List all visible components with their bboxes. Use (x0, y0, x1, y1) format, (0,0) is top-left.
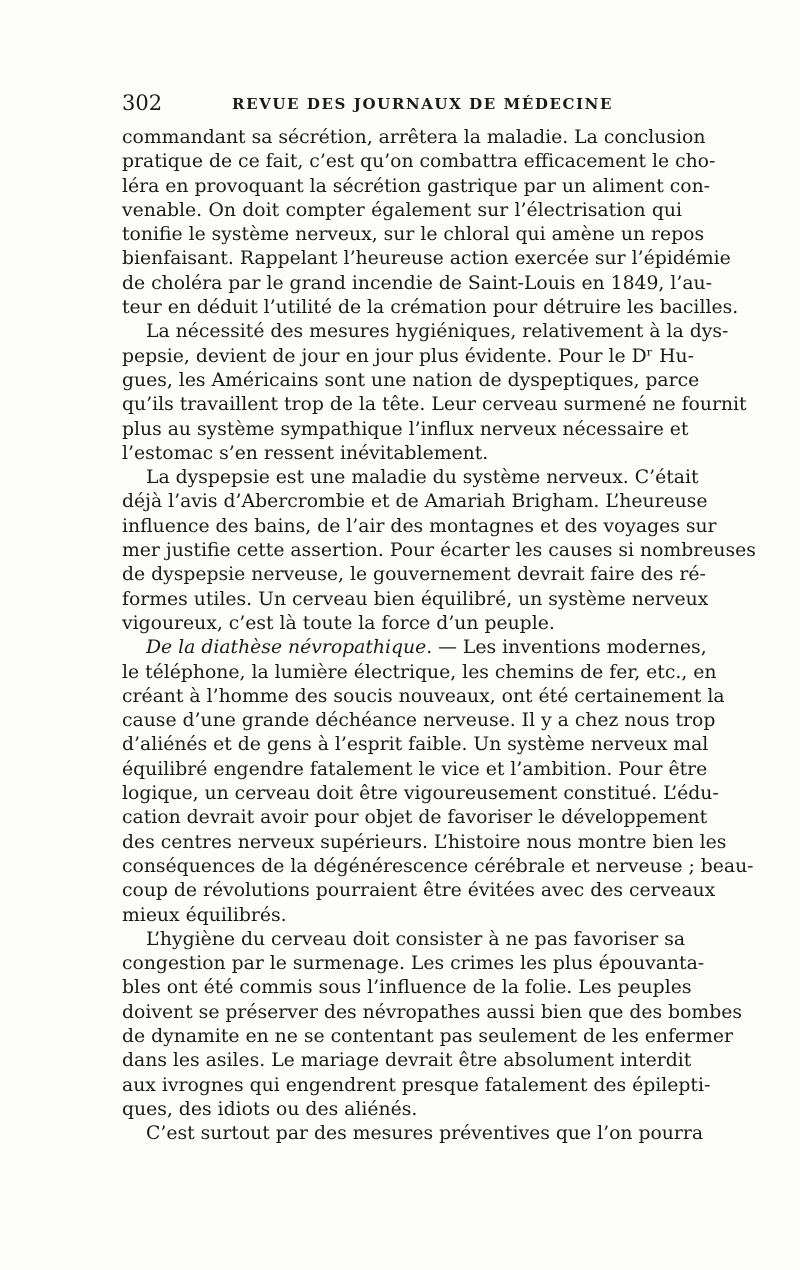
text-line: dans les asiles. Le mariage devrait être absolument interdit (122, 1050, 692, 1072)
text-line: pepsie, devient de jour en jour plus évidente. Pour le Dʳ Hu- (122, 345, 694, 367)
text-line: cation devrait avoir pour objet de favoriser le développement (122, 807, 708, 829)
text-line: ques, des idiots ou des aliénés. (122, 1098, 418, 1120)
text-line: influence des bains, de l’air des montagnes et des voyages sur (122, 515, 717, 537)
running-head: REVUE DES JOURNAUX DE MÉDECINE (232, 95, 614, 113)
text-line: aux ivrognes qui engendrent presque fatalement des épilepti- (122, 1074, 711, 1096)
section-heading-italic: De la diathèse névropathique. (146, 637, 433, 659)
paragraph (122, 928, 742, 1122)
text-line: formes utiles. Un cerveau bien équilibré, un système nerveux (122, 588, 709, 610)
text-line: de choléra par le grand incendie de Saint-Louis en 1849, l’au- (122, 272, 712, 294)
text-line: congestion par le surmenage. Les crimes les plus épouvanta- (122, 953, 705, 975)
text-line: de dyspepsie nerveuse, le gouvernement devrait faire des ré- (122, 564, 706, 586)
text-line: coup de révolutions pourraient être évitées avec des cerveaux (122, 880, 716, 902)
text-line: La dyspepsie est une maladie du système nerveux. C’était (146, 467, 699, 489)
text-line: La nécessité des mesures hygiéniques, relativement à la dys- (146, 321, 729, 343)
text-line: léra en provoquant la sécrétion gastrique par un aliment con- (122, 175, 711, 197)
text-line: commandant sa sécrétion, arrêtera la maladie. La conclusion (122, 127, 706, 148)
text-line (122, 636, 707, 660)
page-header (122, 88, 682, 118)
text-line: gues, les Américains sont une nation de dyspeptiques, parce (122, 369, 700, 391)
text-line: qu’ils travaillent trop de la tête. Leur cerveau surmené ne fournit (122, 394, 747, 416)
text-line: des centres nerveux supérieurs. L’histoire nous montre bien les (122, 831, 727, 853)
text-line: bles ont été commis sous l’influence de la folie. Les peuples (122, 977, 692, 999)
page-number: 302 (122, 91, 163, 115)
text-line: L’hygiène du cerveau doit consister à ne pas favoriser sa (146, 928, 686, 950)
text-line: teur en déduit l’utilité de la crémation pour détruire les bacilles. (122, 297, 739, 319)
text-line: mieux équilibrés. (122, 904, 287, 926)
text-line: bienfaisant. Rappelant l’heureuse action exercée sur l’épidémie (122, 248, 731, 270)
text-line: logique, un cerveau doit être vigoureusement constitué. L’édu- (122, 783, 719, 805)
body-text (122, 126, 756, 1146)
text-line: équilibré engendre fatalement le vice et l’ambition. Pour être (122, 758, 708, 780)
paragraph (122, 466, 756, 636)
text-line: de dynamite en ne se contentant pas seulement de les enfermer (122, 1025, 733, 1047)
paragraph (122, 320, 747, 466)
text-line: venable. On doit compter également sur l’électrisation qui (122, 199, 682, 221)
text-line: tonifie le système nerveux, sur le chloral qui amène un repos (122, 224, 705, 246)
paragraph (122, 1122, 704, 1146)
text-fragment: — Les inventions modernes, (432, 637, 707, 659)
text-line: C’est surtout par des mesures préventives que l’on pourra (146, 1123, 704, 1145)
text-line: créant à l’homme des soucis nouveaux, ont été certainement la (122, 685, 725, 707)
text-line: d’aliénés et de gens à l’esprit faible. Un système nerveux mal (122, 734, 709, 756)
paragraph (122, 126, 739, 320)
text-line: plus au système sympathique l’influx nerveux nécessaire et (122, 418, 689, 440)
text-line: cause d’une grande déchéance nerveuse. Il y a chez nous trop (122, 710, 716, 732)
text-line: le téléphone, la lumière électrique, les chemins de fer, etc., en (122, 661, 717, 683)
paragraph (122, 636, 754, 928)
text-line: doivent se préserver des névropathes aussi bien que des bombes (122, 1001, 742, 1023)
text-line: mer justifie cette assertion. Pour écarter les causes si nombreuses (122, 540, 756, 562)
text-line: déjà l’avis d’Abercrombie et de Amariah Brigham. L’heureuse (122, 491, 708, 513)
text-line: l’estomac s’en ressent inévitablement. (122, 442, 489, 464)
text-line: vigoureux, c’est là toute la force d’un peuple. (122, 612, 555, 634)
text-line: pratique de ce fait, c’est qu’on combattra efficacement le cho- (122, 151, 716, 173)
text-line: conséquences de la dégénérescence cérébrale et nerveuse ; beau- (122, 855, 754, 877)
